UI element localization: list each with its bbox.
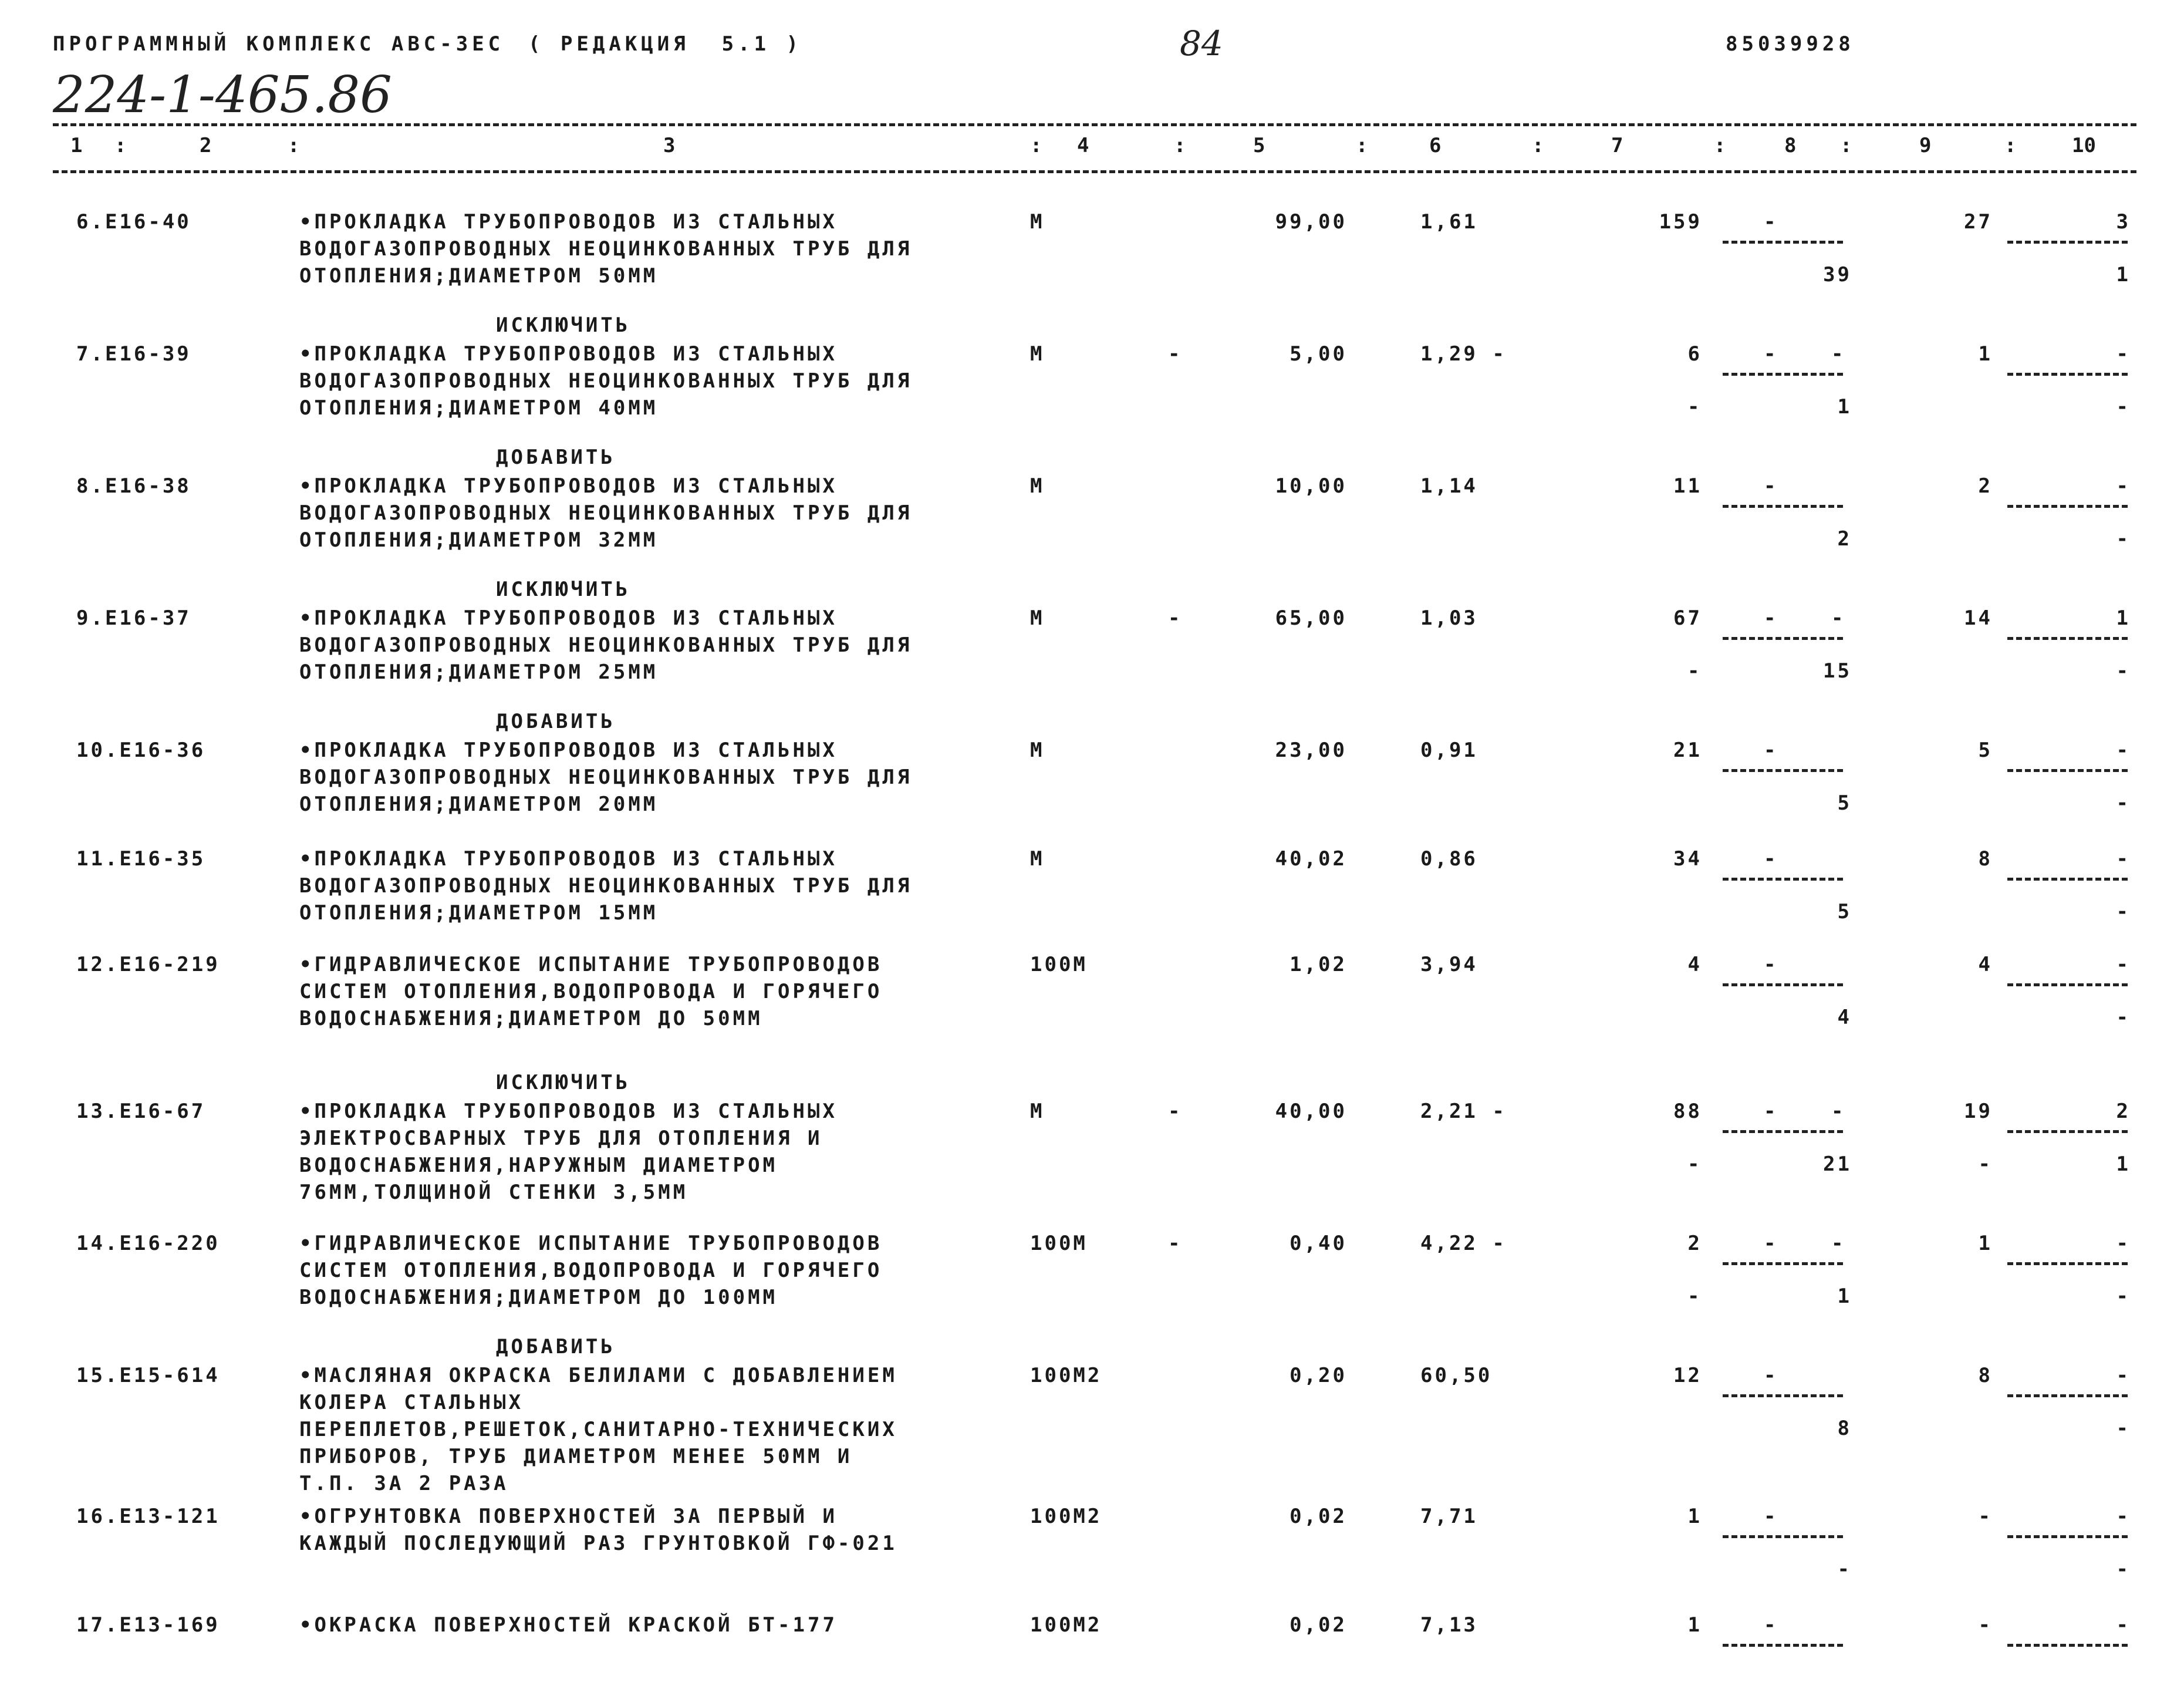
row-col7: 12 <box>1673 1364 1702 1387</box>
row-description-line: КОЛЕРА СТАЛЬНЫХ <box>299 1391 524 1414</box>
row-col9: 2 <box>1978 474 1993 498</box>
row-unit-price: 0,91 <box>1420 739 1478 762</box>
row-description-line: •ПРОКЛАДКА ТРУБОПРОВОДОВ ИЗ СТАЛЬНЫХ <box>299 342 838 366</box>
row-col10-divider <box>2007 241 2128 244</box>
row-quantity: 0,20 <box>1290 1364 1347 1387</box>
row-col10-bottom: - <box>2116 659 2131 683</box>
row-col8-top: - <box>1764 1364 1778 1387</box>
row-col8-top-right: - <box>1831 342 1846 366</box>
page-number: 84 <box>1180 23 1223 63</box>
row-col10-divider <box>2007 1535 2128 1538</box>
row-col8-bottom: - <box>1837 1558 1852 1581</box>
row-quantity: 0,02 <box>1290 1505 1347 1528</box>
row-description-line: •ПРОКЛАДКА ТРУБОПРОВОДОВ ИЗ СТАЛЬНЫХ <box>299 210 838 234</box>
row-col8-bottom: 15 <box>1823 659 1852 683</box>
row-col10-top: - <box>2116 847 2131 871</box>
row-col8-top-right: - <box>1831 1232 1846 1255</box>
row-col10-bottom: - <box>2116 527 2131 551</box>
row-col8-top-right: - <box>1831 1100 1846 1123</box>
row-action-label: ДОБАВИТЬ <box>496 1335 616 1358</box>
row-col8-divider <box>1723 637 1843 640</box>
handwritten-code: 224-1-465.86 <box>53 66 392 124</box>
document-code: 85039928 <box>1726 32 1855 56</box>
row-col10-top: 2 <box>2116 1100 2131 1123</box>
row-col10-divider <box>2007 637 2128 640</box>
row-col10-bottom: - <box>2116 791 2131 815</box>
row-col7: 2 <box>1687 1232 1702 1255</box>
row-description-line: ВОДОСНАБЖЕНИЯ,НАРУЖНЫМ ДИАМЕТРОМ <box>299 1154 778 1177</box>
row-quantity: 1,02 <box>1290 953 1347 976</box>
row-col8-top: - <box>1764 1232 1778 1255</box>
column-separator: : <box>1030 134 1042 157</box>
row-description-line: ОТОПЛЕНИЯ;ДИАМЕТРОМ 15ММ <box>299 901 659 925</box>
row-quantity: 40,00 <box>1275 1100 1347 1123</box>
row-col8-top: - <box>1764 342 1778 366</box>
row-col7: 88 <box>1673 1100 1702 1123</box>
row-unit-price: 3,94 <box>1420 953 1478 976</box>
row-col10-divider <box>2007 1130 2128 1133</box>
row-col8-bottom-left: - <box>1687 1152 1702 1176</box>
row-col10-divider <box>2007 769 2128 772</box>
row-col9: 19 <box>1964 1100 1993 1123</box>
row-code: 15.Е15-614 <box>76 1364 220 1387</box>
row-col10-bottom: - <box>2116 1558 2131 1581</box>
row-col9: 1 <box>1978 342 1993 366</box>
row-col4: - <box>1168 1232 1183 1255</box>
column-separator: : <box>288 134 300 157</box>
row-col8-top: - <box>1764 210 1778 234</box>
row-unit: М <box>1030 606 1045 630</box>
row-description-line: Т.П. ЗА 2 РАЗА <box>299 1472 509 1495</box>
row-col10-bottom: - <box>2116 900 2131 923</box>
row-col4: - <box>1168 606 1183 630</box>
row-unit-price: 7,13 <box>1420 1613 1478 1637</box>
column-separator: : <box>1174 134 1186 157</box>
row-col8-top: - <box>1764 1613 1778 1637</box>
row-description-line: •ПРОКЛАДКА ТРУБОПРОВОДОВ ИЗ СТАЛЬНЫХ <box>299 1100 838 1123</box>
row-col8-divider <box>1723 983 1843 986</box>
row-col8-top: - <box>1764 1505 1778 1528</box>
row-action-label: ИСКЛЮЧИТЬ <box>496 578 631 601</box>
row-description-line: •ПРОКЛАДКА ТРУБОПРОВОДОВ ИЗ СТАЛЬНЫХ <box>299 606 838 630</box>
column-separator: : <box>1356 134 1368 157</box>
row-unit: М <box>1030 210 1045 234</box>
row-quantity: 99,00 <box>1275 210 1347 234</box>
row-description-line: 76ММ,ТОЛЩИНОЙ СТЕНКИ 3,5ММ <box>299 1181 688 1204</box>
column-header-6: 6 <box>1429 134 1442 157</box>
row-description-line: ВОДОГАЗОПРОВОДНЫХ НЕОЦИНКОВАННЫХ ТРУБ ДЛЯ <box>299 766 913 789</box>
row-quantity: 10,00 <box>1275 474 1347 498</box>
column-header-2: 2 <box>200 134 212 157</box>
row-col8-bottom-left: - <box>1687 1285 1702 1308</box>
row-col8-top: - <box>1764 953 1778 976</box>
row-description-line: ВОДОГАЗОПРОВОДНЫХ НЕОЦИНКОВАННЫХ ТРУБ ДЛЯ <box>299 501 913 525</box>
row-col8-top: - <box>1764 847 1778 871</box>
row-description-line: ВОДОГАЗОПРОВОДНЫХ НЕОЦИНКОВАННЫХ ТРУБ ДЛЯ <box>299 633 913 657</box>
column-header-7: 7 <box>1611 134 1623 157</box>
row-col8-divider <box>1723 505 1843 508</box>
row-col8-bottom: 1 <box>1837 1285 1852 1308</box>
row-col7: 1 <box>1687 1613 1702 1637</box>
row-quantity: 65,00 <box>1275 606 1347 630</box>
row-col10-top: - <box>2116 1505 2131 1528</box>
row-col8-bottom: 4 <box>1837 1006 1852 1029</box>
row-col10-bottom: - <box>2116 1285 2131 1308</box>
row-description-line: ОТОПЛЕНИЯ;ДИАМЕТРОМ 50ММ <box>299 264 659 288</box>
column-header-4: 4 <box>1077 134 1089 157</box>
row-description-line: КАЖДЫЙ ПОСЛЕДУЮЩИЙ РАЗ ГРУНТОВКОЙ ГФ-021 <box>299 1532 897 1555</box>
row-col7: 159 <box>1659 210 1702 234</box>
row-col9: - <box>1978 1505 1993 1528</box>
row-col10-bottom: - <box>2116 1417 2131 1440</box>
row-col10-divider <box>2007 373 2128 376</box>
row-description-line: ВОДОГАЗОПРОВОДНЫХ НЕОЦИНКОВАННЫХ ТРУБ ДЛЯ <box>299 369 913 393</box>
row-description-line: ЭЛЕКТРОСВАРНЫХ ТРУБ ДЛЯ ОТОПЛЕНИЯ И <box>299 1127 823 1150</box>
row-code: 17.Е13-169 <box>76 1613 220 1637</box>
row-unit-price: 2,21 - <box>1420 1100 1507 1123</box>
row-description-line: ВОДОСНАБЖЕНИЯ;ДИАМЕТРОМ ДО 100ММ <box>299 1286 778 1309</box>
row-col8-divider <box>1723 1644 1843 1647</box>
column-separator: : <box>114 134 127 157</box>
row-col10-divider <box>2007 505 2128 508</box>
row-quantity: 23,00 <box>1275 739 1347 762</box>
row-col8-divider <box>1723 1394 1843 1397</box>
row-col10-top: - <box>2116 953 2131 976</box>
row-col10-divider <box>2007 1262 2128 1265</box>
row-description-line: •ГИДРАВЛИЧЕСКОЕ ИСПЫТАНИЕ ТРУБОПРОВОДОВ <box>299 1232 883 1255</box>
row-code: 12.Е16-219 <box>76 953 220 976</box>
row-description-line: •ОКРАСКА ПОВЕРХНОСТЕЙ КРАСКОЙ БТ-177 <box>299 1613 838 1637</box>
row-col8-top: - <box>1764 739 1778 762</box>
row-unit-price: 7,71 <box>1420 1505 1478 1528</box>
row-unit-price: 60,50 <box>1420 1364 1493 1387</box>
row-col9: 8 <box>1978 847 1993 871</box>
row-action-label: ДОБАВИТЬ <box>496 710 616 733</box>
row-code: 14.Е16-220 <box>76 1232 220 1255</box>
row-col10-bottom: - <box>2116 1006 2131 1029</box>
row-col10-top: - <box>2116 342 2131 366</box>
row-unit: М <box>1030 474 1045 498</box>
row-description-line: ПЕРЕПЛЕТОВ,РЕШЕТОК,САНИТАРНО-ТЕХНИЧЕСКИХ <box>299 1418 897 1441</box>
row-col8-bottom: 39 <box>1823 263 1852 286</box>
column-separator: : <box>1714 134 1726 157</box>
row-col8-bottom: 21 <box>1823 1152 1852 1176</box>
row-col8-top: - <box>1764 1100 1778 1123</box>
table-header-rule <box>53 170 2136 173</box>
row-col9: - <box>1978 1613 1993 1637</box>
row-unit: М <box>1030 739 1045 762</box>
row-unit: 100М <box>1030 953 1088 976</box>
row-col9: 4 <box>1978 953 1993 976</box>
row-col10-top: - <box>2116 739 2131 762</box>
row-unit-price: 1,14 <box>1420 474 1478 498</box>
row-description-line: ПРИБОРОВ, ТРУБ ДИАМЕТРОМ МЕНЕЕ 50ММ И <box>299 1445 853 1468</box>
row-description-line: ВОДОГАЗОПРОВОДНЫХ НЕОЦИНКОВАННЫХ ТРУБ ДЛЯ <box>299 874 913 898</box>
row-col10-divider <box>2007 983 2128 986</box>
row-col8-divider <box>1723 1535 1843 1538</box>
row-col8-divider <box>1723 241 1843 244</box>
row-col8-divider <box>1723 1262 1843 1265</box>
row-col7: 21 <box>1673 739 1702 762</box>
row-unit: 100М <box>1030 1232 1088 1255</box>
row-col8-top: - <box>1764 606 1778 630</box>
row-col8-divider <box>1723 878 1843 881</box>
row-description-line: ОТОПЛЕНИЯ;ДИАМЕТРОМ 32ММ <box>299 528 659 552</box>
row-col8-divider <box>1723 373 1843 376</box>
row-unit-price: 1,29 - <box>1420 342 1507 366</box>
row-code: 13.Е16-67 <box>76 1100 206 1123</box>
row-col8-bottom-left: - <box>1687 395 1702 419</box>
row-col9: 8 <box>1978 1364 1993 1387</box>
row-action-label: ИСКЛЮЧИТЬ <box>496 313 631 337</box>
column-header-5: 5 <box>1253 134 1265 157</box>
row-col10-top: - <box>2116 1232 2131 1255</box>
row-col9: 27 <box>1964 210 1993 234</box>
row-col8-bottom: 5 <box>1837 791 1852 815</box>
row-col9: 5 <box>1978 739 1993 762</box>
row-description-line: •ОГРУНТОВКА ПОВЕРХНОСТЕЙ ЗА ПЕРВЫЙ И <box>299 1505 838 1528</box>
row-description-line: •ПРОКЛАДКА ТРУБОПРОВОДОВ ИЗ СТАЛЬНЫХ <box>299 847 838 871</box>
row-unit-price: 1,03 <box>1420 606 1478 630</box>
row-unit: 100М2 <box>1030 1505 1102 1528</box>
row-description-line: ВОДОГАЗОПРОВОДНЫХ НЕОЦИНКОВАННЫХ ТРУБ ДЛЯ <box>299 237 913 261</box>
row-code: 9.Е16-37 <box>76 606 191 630</box>
row-quantity: 40,02 <box>1275 847 1347 871</box>
column-header-10: 10 <box>2072 134 2096 157</box>
row-col7: 34 <box>1673 847 1702 871</box>
row-description-line: •ПРОКЛАДКА ТРУБОПРОВОДОВ ИЗ СТАЛЬНЫХ <box>299 739 838 762</box>
row-code: 10.Е16-36 <box>76 739 206 762</box>
row-col7: 67 <box>1673 606 1702 630</box>
row-action-label: ДОБАВИТЬ <box>496 446 616 469</box>
row-unit-price: 4,22 - <box>1420 1232 1507 1255</box>
row-col10-top: - <box>2116 474 2131 498</box>
row-description-line: ВОДОСНАБЖЕНИЯ;ДИАМЕТРОМ ДО 50ММ <box>299 1007 763 1030</box>
column-header-3: 3 <box>663 134 676 157</box>
row-col9: 1 <box>1978 1232 1993 1255</box>
row-col8-bottom: 5 <box>1837 900 1852 923</box>
row-col10-top: 3 <box>2116 210 2131 234</box>
row-unit: М <box>1030 847 1045 871</box>
column-header-1: 1 <box>70 134 83 157</box>
row-description-line: ОТОПЛЕНИЯ;ДИАМЕТРОМ 25ММ <box>299 660 659 684</box>
row-col7: 6 <box>1687 342 1702 366</box>
program-title: ПРОГРАММНЫЙ КОМПЛЕКС АВС-3ЕС <box>53 32 505 56</box>
row-code: 7.Е16-39 <box>76 342 191 366</box>
table-top-rule <box>53 123 2136 126</box>
row-col9-bottom: - <box>1978 1152 1993 1176</box>
row-col10-top: 1 <box>2116 606 2131 630</box>
row-description-line: ОТОПЛЕНИЯ;ДИАМЕТРОМ 20ММ <box>299 793 659 816</box>
row-description-line: СИСТЕМ ОТОПЛЕНИЯ,ВОДОПРОВОДА И ГОРЯЧЕГО <box>299 980 883 1003</box>
column-header-9: 9 <box>1919 134 1932 157</box>
row-col7: 4 <box>1687 953 1702 976</box>
row-quantity: 0,40 <box>1290 1232 1347 1255</box>
row-description-line: •ГИДРАВЛИЧЕСКОЕ ИСПЫТАНИЕ ТРУБОПРОВОДОВ <box>299 953 883 976</box>
row-col10-bottom: 1 <box>2116 1152 2131 1176</box>
row-unit: 100М2 <box>1030 1613 1102 1637</box>
row-code: 8.Е16-38 <box>76 474 191 498</box>
row-col8-bottom: 2 <box>1837 527 1852 551</box>
row-col8-top: - <box>1764 474 1778 498</box>
row-col10-divider <box>2007 1644 2128 1647</box>
row-description-line: ОТОПЛЕНИЯ;ДИАМЕТРОМ 40ММ <box>299 396 659 420</box>
row-col10-divider <box>2007 878 2128 881</box>
row-unit-price: 0,86 <box>1420 847 1478 871</box>
row-quantity: 5,00 <box>1290 342 1347 366</box>
row-col10-bottom: - <box>2116 395 2131 419</box>
row-description-line: •ПРОКЛАДКА ТРУБОПРОВОДОВ ИЗ СТАЛЬНЫХ <box>299 474 838 498</box>
row-unit: М <box>1030 1100 1045 1123</box>
row-col10-top: - <box>2116 1364 2131 1387</box>
column-separator: : <box>1532 134 1544 157</box>
row-col9: 14 <box>1964 606 1993 630</box>
row-col8-bottom: 1 <box>1837 395 1852 419</box>
row-code: 16.Е13-121 <box>76 1505 220 1528</box>
row-quantity: 0,02 <box>1290 1613 1347 1637</box>
row-code: 11.Е16-35 <box>76 847 206 871</box>
row-unit: 100М2 <box>1030 1364 1102 1387</box>
row-col7: 1 <box>1687 1505 1702 1528</box>
row-description-line: СИСТЕМ ОТОПЛЕНИЯ,ВОДОПРОВОДА И ГОРЯЧЕГО <box>299 1259 883 1282</box>
row-col4: - <box>1168 342 1183 366</box>
row-col8-bottom: 8 <box>1837 1417 1852 1440</box>
column-separator: : <box>2004 134 2017 157</box>
column-separator: : <box>1840 134 1852 157</box>
edition-label: ( РЕДАКЦИЯ 5.1 ) <box>528 32 802 56</box>
row-col7: 11 <box>1673 474 1702 498</box>
row-unit: М <box>1030 342 1045 366</box>
row-col8-top-right: - <box>1831 606 1846 630</box>
row-code: 6.Е16-40 <box>76 210 191 234</box>
row-col4: - <box>1168 1100 1183 1123</box>
row-col8-bottom-left: - <box>1687 659 1702 683</box>
row-col8-divider <box>1723 1130 1843 1133</box>
row-description-line: •МАСЛЯНАЯ ОКРАСКА БЕЛИЛАМИ С ДОБАВЛЕНИЕМ <box>299 1364 897 1387</box>
row-col10-divider <box>2007 1394 2128 1397</box>
row-unit-price: 1,61 <box>1420 210 1478 234</box>
row-action-label: ИСКЛЮЧИТЬ <box>496 1071 631 1094</box>
row-col10-top: - <box>2116 1613 2131 1637</box>
column-header-8: 8 <box>1784 134 1797 157</box>
row-col10-bottom: 1 <box>2116 263 2131 286</box>
row-col8-divider <box>1723 769 1843 772</box>
